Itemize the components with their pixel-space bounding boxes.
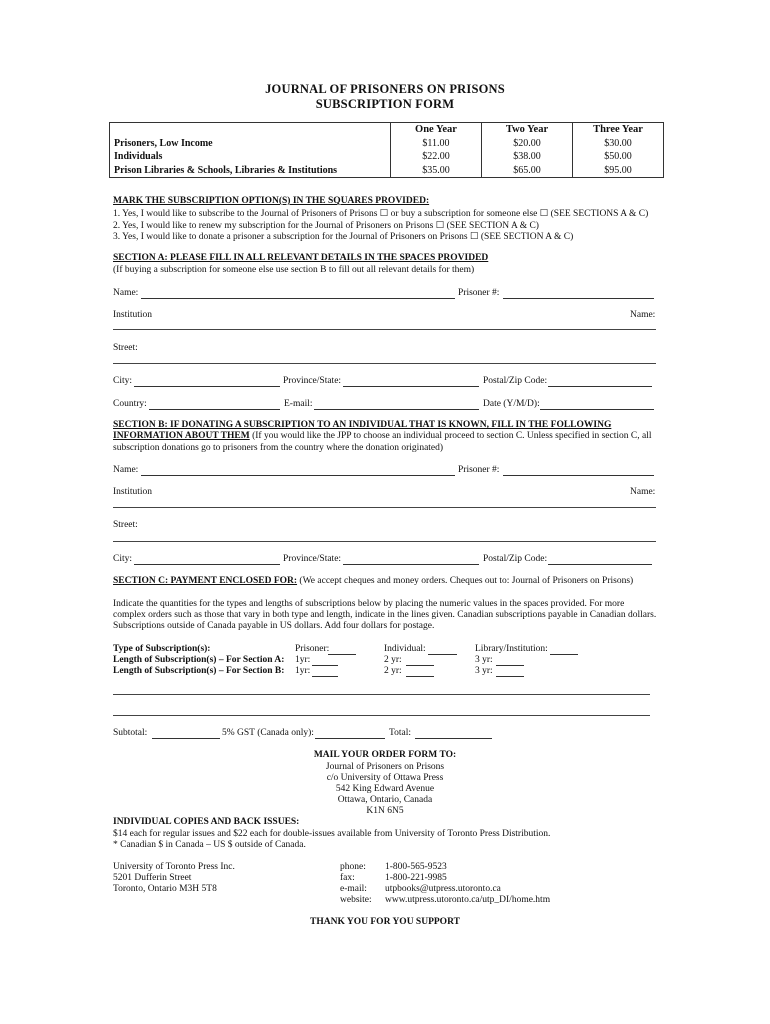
utp-address-line: 5201 Dufferin Street [113,873,192,883]
section-a-city-field[interactable] [134,377,280,387]
rates-row [110,137,664,151]
section-b-2yr-label: 2 yr: [384,666,402,676]
section-b-name-right-label: Name: [630,487,656,497]
section-a-prisoner-field[interactable] [503,289,654,299]
rates-cell: $22.00 [391,150,482,164]
section-b-street-label: Street: [113,520,138,530]
length-section-b-label: Length of Subscription(s) – For Section B: [113,666,285,676]
rates-cell: $20.00 [482,137,573,151]
section-a-prisoner-label: Prisoner #: [458,288,500,298]
complex-order-line-2[interactable] [113,715,650,716]
rates-row-label: Prisoners, Low Income [114,137,213,149]
section-c-instructions-line: complex orders such as those that vary in both type and length, indicate in the lines given. Canadian subscriptions payable in Canadian dollars. [113,610,657,620]
utp-phone-label: phone: [340,862,366,872]
section-a-postal-field[interactable] [548,377,652,387]
section-a-street-label: Street: [113,343,138,353]
form-title-line1: JOURNAL OF PRISONERS ON PRISONS [265,82,505,96]
option-1-checkbox-text[interactable]: 1. Yes, I would like to subscribe to the Journal of Prisoners of Prisons ☐ or buy a subscription for someone else ☐ (SEE SECTIONS A & C) [113,209,649,219]
section-b-institution-field[interactable] [113,507,656,508]
section-b-street-field[interactable] [113,541,656,542]
section-a-date-field[interactable] [540,400,654,410]
rates-header-three-year: Three Year [573,123,664,137]
section-b-3yr-field[interactable] [496,667,524,677]
option-3-checkbox-text[interactable]: 3. Yes, I would like to donate a prisoner a subscription for the Journal of Prisoners on Prisons ☐ (SEE SECTION A & C) [113,232,574,242]
section-b-3yr-label: 3 yr: [475,666,493,676]
section-b-postal-label: Postal/Zip Code: [483,554,548,564]
form-title-line2: SUBSCRIPTION FORM [315,97,455,111]
section-c-heading-wrap [113,576,633,586]
section-a-3yr-field[interactable] [496,656,524,666]
rates-cell: $11.00 [391,137,482,151]
section-a-country-label: Country: [113,399,147,409]
section-b-postal-field[interactable] [548,555,652,565]
section-b-name-field[interactable] [141,466,455,476]
section-a-postal-label: Postal/Zip Code: [483,376,548,386]
total-field[interactable] [415,729,492,739]
rates-header-empty [110,123,391,137]
section-a-1yr-field[interactable] [312,656,338,666]
mail-address-line: c/o University of Ottawa Press [326,773,444,783]
prisoner-qty-field[interactable] [328,645,356,655]
rates-header-two-year: Two Year [482,123,573,137]
section-b-1yr-label: 1yr: [295,666,311,676]
section-b-heading-line1: SECTION B: IF DONATING A SUBSCRIPTION TO AN INDIVIDUAL THAT IS KNOWN, FILL IN THE FOLLOWING [113,420,612,430]
section-c-instructions-line: Subscriptions outside of Canada payable in US dollars. Add four dollars for postage. [113,621,435,631]
rates-header-row [110,123,664,137]
subtotal-field[interactable] [152,729,220,739]
section-a-3yr-label: 3 yr: [475,655,493,665]
section-a-institution-label: Institution [113,310,153,320]
section-a-name-right-label: Name: [630,310,656,320]
section-b-name-label: Name: [113,465,139,475]
section-a-street-field[interactable] [113,363,656,364]
section-b-city-field[interactable] [134,555,280,565]
utp-website-label: website: [340,895,372,905]
rates-row-label: Prison Libraries & Schools, Libraries & Institutions [114,164,338,176]
utp-address-line: Toronto, Ontario M3H 5T8 [113,884,217,894]
section-b-note-line1: (If you would like the JPP to choose an individual proceed to section C. Unless specified in section C, all [249,431,652,441]
section-a-email-label: E-mail: [284,399,313,409]
individual-qty-field[interactable] [428,645,457,655]
rates-row [110,164,664,178]
thank-you-footer: THANK YOU FOR YOU SUPPORT [310,917,460,927]
mark-options-heading: MARK THE SUBSCRIPTION OPTION(S) IN THE SQUARES PROVIDED: [113,196,430,206]
utp-website-link[interactable]: www.utpress.utoronto.ca/utp_DI/home.htm [385,895,551,905]
section-b-institution-label: Institution [113,487,153,497]
mail-address-line: 542 King Edward Avenue [335,784,435,794]
section-b-note-line2: subscription donations go to prisoners from the country where the donation originated) [113,443,444,453]
library-qty-label: Library/Institution: [475,644,548,654]
section-a-province-label: Province/State: [283,376,342,386]
section-a-date-label: Date (Y/M/D): [483,399,540,409]
subtotal-label: Subtotal: [113,728,148,738]
mail-address-line: Journal of Prisoners on Prisons [325,762,445,772]
type-of-subscription-label: Type of Subscription(s): [113,644,211,654]
section-a-city-label: City: [113,376,133,386]
rates-cell: $35.00 [391,164,482,178]
section-a-2yr-label: 2 yr: [384,655,402,665]
library-qty-field[interactable] [550,645,578,655]
section-b-2yr-field[interactable] [406,667,434,677]
section-b-province-label: Province/State: [283,554,342,564]
total-label: Total: [389,728,412,738]
section-a-note: (If buying a subscription for someone else use section B to fill out all relevant details for them) [113,265,475,275]
section-a-province-field[interactable] [343,377,479,387]
section-c-heading: SECTION C: PAYMENT ENCLOSED FOR: [113,576,298,586]
back-issues-line1: $14 each for regular issues and $22 each for double-issues available from University of Toronto Press Distribution. [113,829,551,839]
section-b-heading-line2: INFORMATION ABOUT THEM [113,431,250,441]
prisoner-qty-label: Prisoner: [295,644,330,654]
rates-cell: $65.00 [482,164,573,178]
mail-address-line: Ottawa, Ontario, Canada [337,795,433,805]
option-2-checkbox-text[interactable]: 2. Yes, I would like to renew my subscription for the Journal of Prisoners on Prisons ☐ (SEE SECTION A & C) [113,221,539,231]
section-a-2yr-field[interactable] [406,656,434,666]
rates-cell: $50.00 [573,150,664,164]
section-b-prisoner-label: Prisoner #: [458,465,500,475]
section-a-institution-field[interactable] [113,329,656,330]
rates-cell: $38.00 [482,150,573,164]
mail-heading: MAIL YOUR ORDER FORM TO: [313,750,457,760]
rates-cell: $30.00 [573,137,664,151]
rates-row-label: Individuals [114,151,163,162]
utp-address-line: University of Toronto Press Inc. [113,862,235,872]
utp-fax-value: 1-800-221-9985 [385,873,447,883]
section-b-heading-line2-wrap [113,431,651,441]
section-a-heading: SECTION A: PLEASE FILL IN ALL RELEVANT DETAILS IN THE SPACES PROVIDED [113,253,489,263]
section-a-name-field[interactable] [141,289,455,299]
rates-row [110,150,664,164]
length-section-a-label: Length of Subscription(s) – For Section A: [113,655,285,665]
utp-phone-value: 1-800-565-9523 [385,862,447,872]
rates-table [109,122,664,178]
rates-header-one-year: One Year [391,123,482,137]
rates-cell: $95.00 [573,164,664,178]
back-issues-heading: INDIVIDUAL COPIES AND BACK ISSUES: [113,817,300,827]
section-b-1yr-field[interactable] [312,667,338,677]
section-b-city-label: City: [113,554,133,564]
utp-email-label: e-mail: [340,884,367,894]
section-b-prisoner-field[interactable] [503,466,654,476]
utp-email-link[interactable]: utpbooks@utpress.utoronto.ca [385,884,501,894]
utp-fax-label: fax: [340,873,355,883]
gst-field[interactable] [315,729,385,739]
section-a-country-field[interactable] [149,400,280,410]
mail-address-line: K1N 6N5 [366,806,404,816]
section-c-instructions-line: Indicate the quantities for the types and lengths of subscriptions below by placing the numeric values in the spaces provided. For more [113,599,625,609]
section-a-name-label: Name: [113,288,139,298]
individual-qty-label: Individual: [384,644,426,654]
section-c-heading-note: (We accept cheques and money orders. Cheques out to: Journal of Prisoners on Prisons) [297,576,634,586]
section-a-email-field[interactable] [314,400,479,410]
section-a-1yr-label: 1yr: [295,655,311,665]
complex-order-line-1[interactable] [113,694,650,695]
gst-label: 5% GST (Canada only): [222,728,314,738]
back-issues-line2: * Canadian $ in Canada – US $ outside of Canada. [113,840,306,850]
section-b-province-field[interactable] [343,555,479,565]
